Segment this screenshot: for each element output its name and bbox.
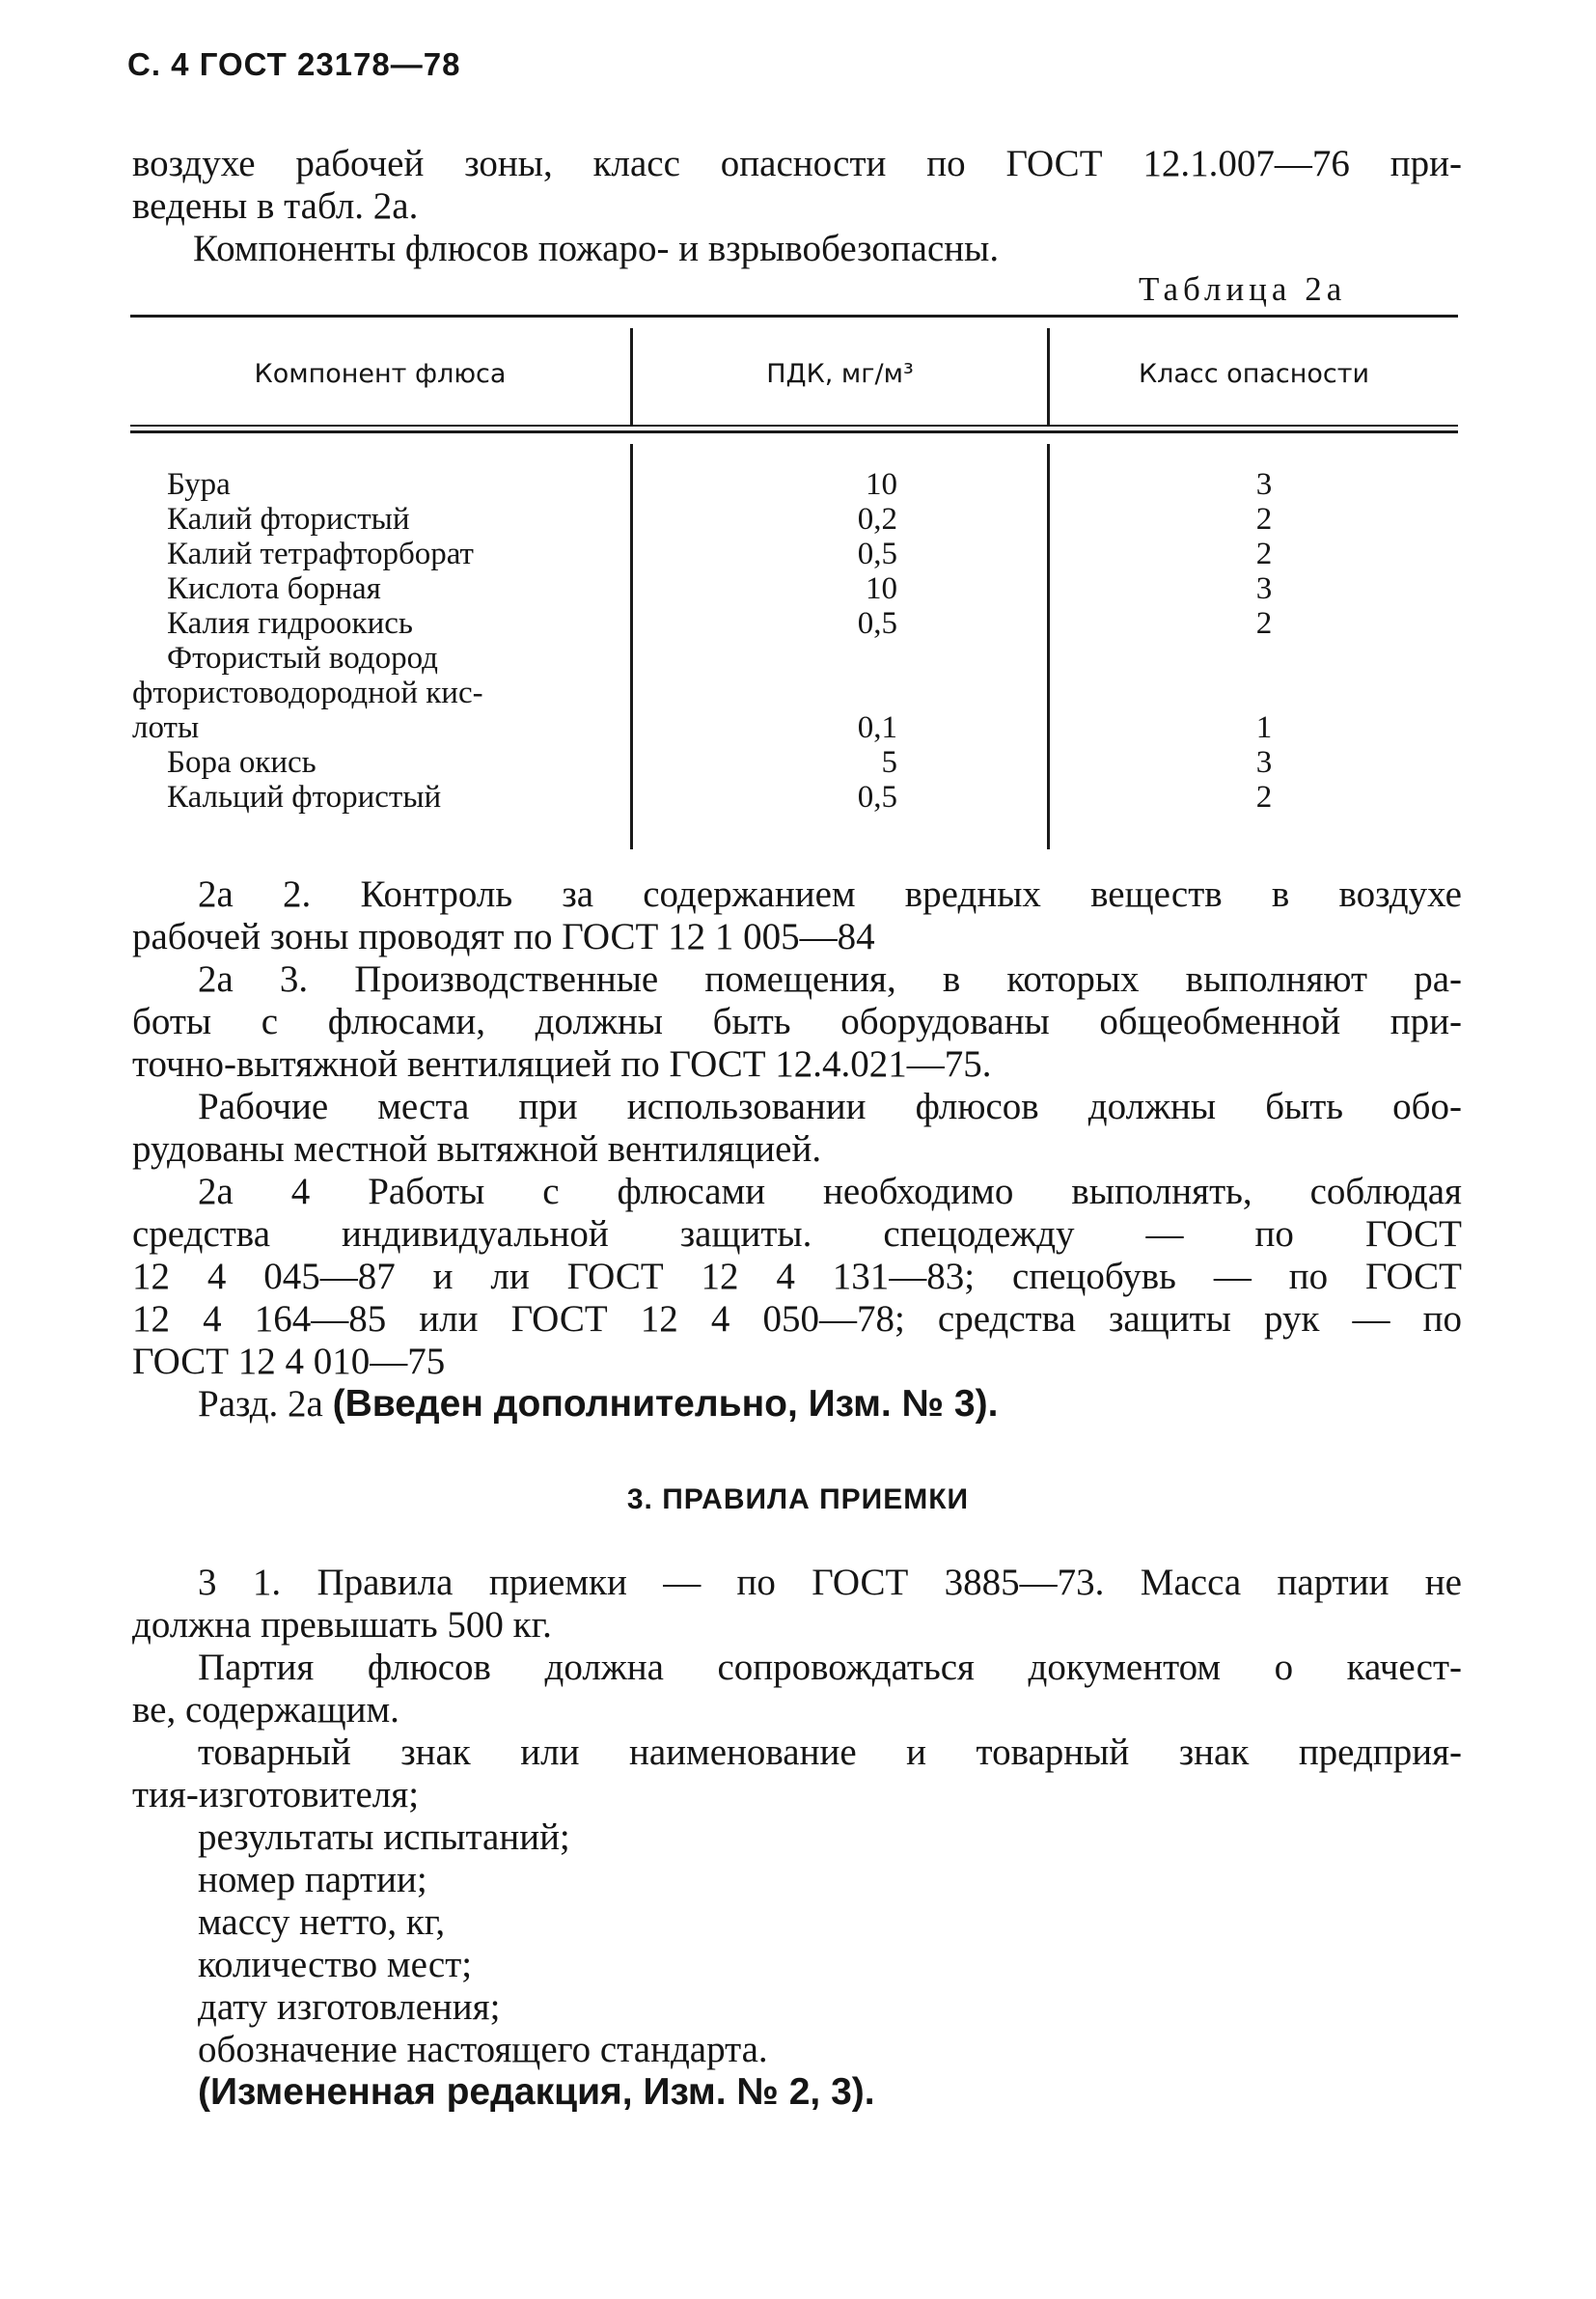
table-cell-component: Кальций фтористый bbox=[167, 780, 442, 815]
table-cell-component: Бура bbox=[167, 467, 231, 502]
paragraph-line: средства индивидуальной защиты. спецодежду — по ГОСТ bbox=[132, 1213, 1462, 1255]
page-header: С. 4 ГОСТ 23178—78 bbox=[127, 46, 461, 82]
list-item: результаты испытаний; bbox=[198, 1816, 570, 1858]
intro-line: ведены в табл. 2а. bbox=[132, 185, 419, 227]
list-item: количество мест; bbox=[198, 1944, 473, 1985]
table-top-rule bbox=[130, 315, 1458, 318]
paragraph-line: рудованы местной вытяжной вентиляцией. bbox=[132, 1128, 822, 1170]
table-caption: Таблица 2а bbox=[1139, 270, 1347, 308]
section-title: 3. ПРАВИЛА ПРИЕМКИ bbox=[626, 1483, 970, 1515]
table-cell-component: фтористоводородной кис- bbox=[132, 676, 483, 710]
table-cell-class: 2 bbox=[1255, 606, 1273, 641]
paragraph-line: Партия флюсов должна сопровождаться документом о качест- bbox=[198, 1647, 1462, 1688]
intro-line: Компоненты флюсов пожаро- и взрывобезопасны. bbox=[193, 228, 1000, 269]
table-header-component: Компонент флюса bbox=[254, 359, 507, 389]
paragraph-line: рабочей зоны проводят по ГОСТ 12 1 005—84 bbox=[132, 916, 875, 957]
table-cell-pdk: 0,5 bbox=[857, 537, 897, 571]
table-cell-pdk: 10 bbox=[866, 571, 897, 606]
table-cell-component: Калия гидроокись bbox=[167, 606, 413, 641]
table-cell-pdk: 5 bbox=[881, 745, 897, 780]
paragraph-line: товарный знак или наименование и товарный знак предприя- bbox=[198, 1731, 1462, 1773]
paragraph-line: ГОСТ 12 4 010—75 bbox=[132, 1341, 446, 1382]
table-cell-component: Фтористый водород bbox=[167, 641, 438, 676]
intro-line: воздухе рабочей зоны, класс опасности по ГОСТ 12.1.007—76 при- bbox=[132, 143, 1462, 184]
paragraph-line: 2а 4 Работы с флюсами необходимо выполнять, соблюдая bbox=[198, 1171, 1462, 1212]
amendment-note bbox=[198, 2071, 875, 2114]
table-cell-component: Бора окись bbox=[167, 745, 316, 780]
table-header-pdk: ПДК, мг/м³ bbox=[766, 359, 914, 389]
table-cell-pdk: 0,2 bbox=[857, 502, 897, 537]
list-item: номер партии; bbox=[198, 1859, 427, 1900]
amendment-note-bold: (Измененная редакция, Изм. № 2, 3). bbox=[198, 2071, 875, 2113]
table-cell-class: 2 bbox=[1255, 502, 1273, 537]
list-item: массу нетто, кг, bbox=[198, 1901, 446, 1943]
table-cell-class: 3 bbox=[1255, 467, 1273, 502]
table-cell-class: 2 bbox=[1255, 780, 1273, 815]
list-item: обозначение настоящего стандарта. bbox=[198, 2029, 768, 2070]
table-cell-pdk: 0,1 bbox=[857, 710, 897, 745]
paragraph-line: тия-изготовителя; bbox=[132, 1774, 420, 1815]
table-cell-class: 2 bbox=[1255, 537, 1273, 571]
table-cell-class: 3 bbox=[1255, 745, 1273, 780]
table-column-divider bbox=[1047, 444, 1050, 849]
paragraph-line: точно-вытяжной вентиляцией по ГОСТ 12.4.021—75. bbox=[132, 1043, 992, 1085]
table-header-rule bbox=[130, 430, 1458, 433]
paragraph-line: 2а 2. Контроль за содержанием вредных веществ в воздухе bbox=[198, 873, 1462, 915]
table-cell-class: 3 bbox=[1255, 571, 1273, 606]
table-header-rule bbox=[130, 425, 1458, 427]
table-cell-component: Калий тетрафторборат bbox=[167, 537, 474, 571]
amendment-note bbox=[198, 1383, 998, 1426]
table-column-divider bbox=[630, 444, 633, 849]
paragraph-line: Рабочие места при использовании флюсов должны быть обо- bbox=[198, 1086, 1462, 1127]
paragraph-line: 3 1. Правила приемки — по ГОСТ 3885—73. Масса партии не bbox=[198, 1562, 1462, 1603]
amendment-note-bold: (Введен дополнительно, Изм. № 3). bbox=[332, 1383, 999, 1425]
paragraph-line: ве, содержащим. bbox=[132, 1689, 399, 1731]
table-cell-pdk: 10 bbox=[866, 467, 897, 502]
table-cell-class: 1 bbox=[1255, 710, 1273, 745]
table-cell-component: лоты bbox=[132, 710, 200, 745]
table-cell-pdk: 0,5 bbox=[857, 780, 897, 815]
table-cell-component: Кислота борная bbox=[167, 571, 381, 606]
paragraph-line: 2а 3. Производственные помещения, в которых выполняют ра- bbox=[198, 958, 1462, 1000]
paragraph-line: 12 4 164—85 или ГОСТ 12 4 050—78; средства защиты рук — по bbox=[132, 1298, 1462, 1340]
paragraph-line: боты с флюсами, должны быть оборудованы общеобменной при- bbox=[132, 1001, 1462, 1042]
list-item: дату изготовления; bbox=[198, 1986, 501, 2028]
table-cell-pdk: 0,5 bbox=[857, 606, 897, 641]
paragraph-line: 12 4 045—87 и ли ГОСТ 12 4 131—83; спецобувь — по ГОСТ bbox=[132, 1256, 1462, 1297]
table-header-class: Класс опасности bbox=[1138, 359, 1370, 389]
amendment-note-prefix: Разд. 2а bbox=[198, 1383, 323, 1425]
table-cell-component: Калий фтористый bbox=[167, 502, 410, 537]
paragraph-line: должна превышать 500 кг. bbox=[132, 1604, 552, 1646]
